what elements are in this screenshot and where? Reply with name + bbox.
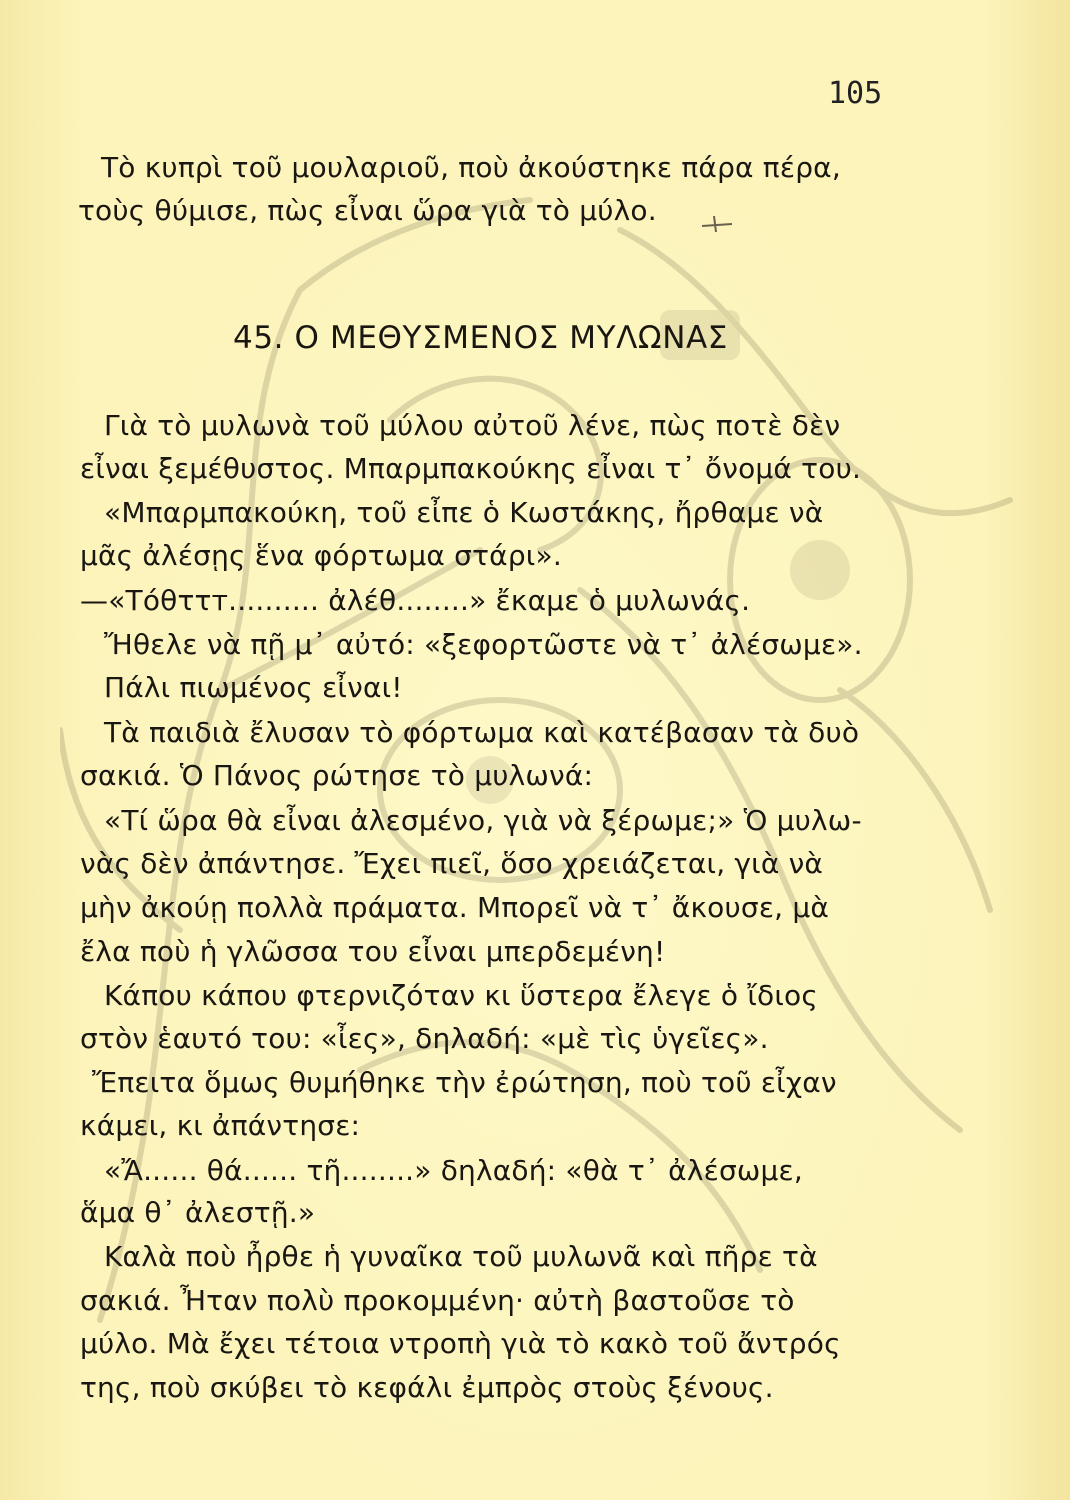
text-line: κάμει, κι ἀπάντησε: (80, 1109, 361, 1142)
text-line: Ἔπειτα ὅμως θυμήθηκε τὴν ἐρώτηση, ποὺ τοῦ εἶχαν (92, 1066, 837, 1099)
text-line: Κάπου κάπου φτερνιζόταν κι ὕστερα ἔλεγε ὁ ἴδιος (104, 979, 818, 1012)
text-line: ἔλα ποὺ ἡ γλῶσσα του εἶναι μπερδεμένη! (80, 935, 666, 968)
opening-line: Τὸ κυπρὶ τοῦ μουλαριοῦ, ποὺ ἀκούστηκε πάρα πέρα, (101, 151, 841, 184)
text-line: σακιά. Ἦταν πολὺ προκομμένη· αὐτὴ βαστοῦσε τὸ (80, 1284, 795, 1317)
text-line: μὴν ἀκούῃ πολλὰ πράματα. Μπορεῖ νὰ τ᾿ ἄκουσε, μὰ (80, 891, 830, 924)
text-line: —«Τόθττт.......... ἀλέθ........» ἔκαμε ὁ μυλωνάς. (80, 584, 751, 617)
text-line: εἶναι ξεμέθυστος. Μπαρμπακούκης εἶναι τ᾿ ὄνομά του. (80, 452, 862, 485)
text-line: νὰς δὲν ἀπάντησε. Ἔχει πιεῖ, ὅσο χρειάζεται, γιὰ νὰ (80, 847, 824, 880)
text-line: της, ποὺ σκύβει τὸ κεφάλι ἐμπρὸς στοὺς ξένους. (80, 1371, 774, 1404)
text-line: Καλὰ ποὺ ἦρθε ἡ γυναῖκα τοῦ μυλωνᾶ καὶ πῆρε τὰ (104, 1240, 818, 1273)
page-number: 105 (828, 76, 883, 111)
text-line: Πάλι πιωμένος εἶναι! (104, 671, 403, 704)
chapter-heading: 45. Ο ΜΕΘΥΣΜΕΝΟΣ ΜΥΛΩΝΑΣ (233, 320, 728, 356)
pencil-mark-icon (700, 212, 734, 234)
text-line: σακιά. Ὁ Πάνος ρώτησε τὸ μυλωνά: (80, 759, 594, 792)
text-line: ἅμα θ᾿ ἀλεστῇ.» (80, 1196, 316, 1229)
text-line: Τὰ παιδιὰ ἔλυσαν τὸ φόρτωμα καὶ κατέβασαν τὰ δυὸ (104, 716, 860, 749)
text-line: «Τί ὥρα θὰ εἶναι ἀλεσμένο, γιὰ νὰ ξέρωμε;» Ὁ μυλω- (104, 804, 862, 837)
text-line: στὸν ἑαυτό του: «ἶες», δηλαδή: «μὲ τὶς ὑγεῖες». (80, 1022, 769, 1055)
text-line: μύλο. Μὰ ἔχει τέτοια ντροπὴ γιὰ τὸ κακὸ τοῦ ἄντρός (80, 1327, 841, 1360)
text-line: μᾶς ἀλέσῃς ἕνα φόρτωμα στάρι». (80, 539, 562, 572)
text-line: Ἤθελε νὰ πῇ μ᾿ αὐτό: «ξεφορτῶστε νὰ τ᾿ ἀλέσωμε». (104, 628, 863, 661)
opening-line: τοὺς θύμισε, πὼς εἶναι ὥρα γιὰ τὸ μύλο. (78, 194, 657, 227)
text-line: «Ἄ...... θά...... τῆ........» δηλαδή: «θὰ τ᾿ ἀλέσωμε, (104, 1154, 803, 1187)
text-line: Γιὰ τὸ μυλωνὰ τοῦ μύλου αὐτοῦ λένε, πὼς ποτὲ δὲν (104, 409, 841, 442)
text-line: «Μπαρμπακούκη, τοῦ εἶπε ὁ Κωστάκης, ἤρθαμε νὰ (104, 496, 824, 529)
